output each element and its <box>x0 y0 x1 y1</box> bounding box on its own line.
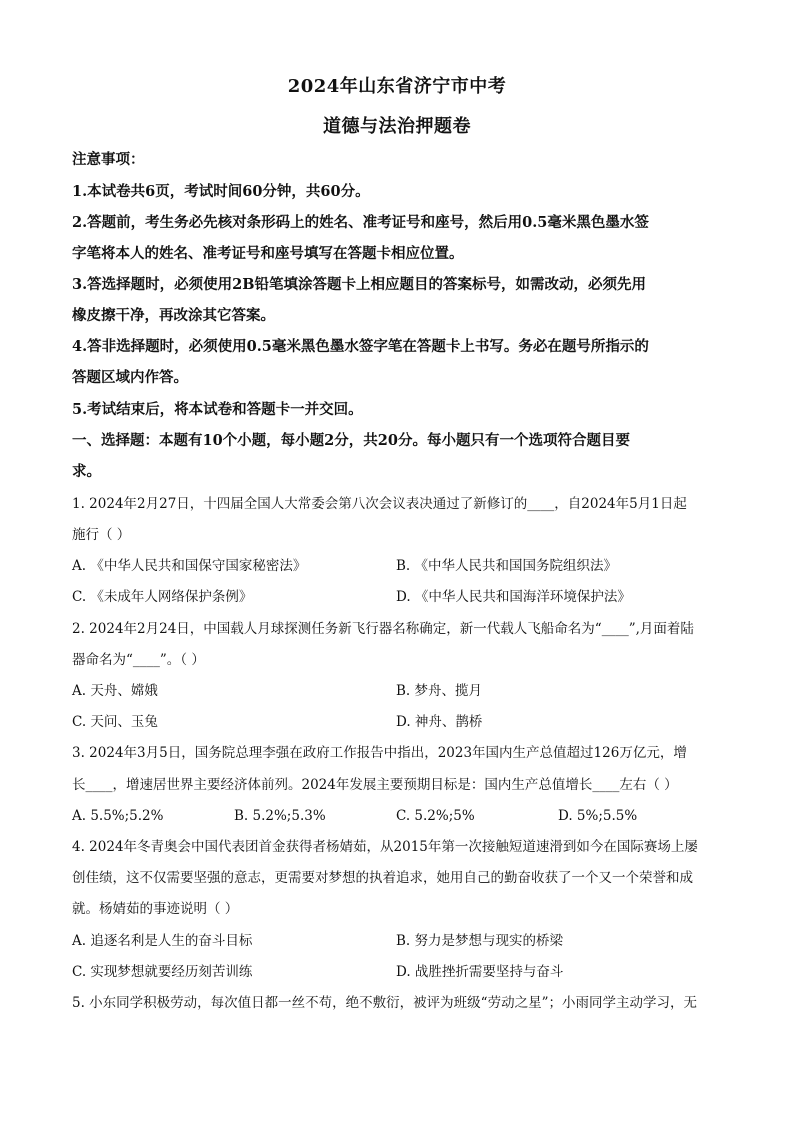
question-1-option-b: B. 《中华人民共和国国务院组织法》 <box>396 558 618 574</box>
note-item-1: 1.本试卷共6页，考试时间60分钟，共60分。 <box>72 183 370 200</box>
note-item-3-line-1: 3.答选择题时，必须使用2B铅笔填涂答题卡上相应题目的答案标号，如需改动，必须先用 <box>72 276 646 293</box>
question-5-stem-line-1: 5. 小东同学积极劳动，每次值日都一丝不苟，绝不敷衍，被评为班级“劳动之星”；小雨同学主动学习，无 <box>72 995 697 1011</box>
question-3-stem-line-2: 长____，增速居世界主要经济体前列。2024年发展主要预期目标是：国内生产总值增长____左右（ ） <box>72 777 678 793</box>
question-4-stem-line-3: 就。杨婧茹的事迹说明（ ） <box>72 901 239 917</box>
question-4-option-c: C. 实现梦想就要经历刻苦训练 <box>72 964 253 980</box>
question-2-option-a: A. 天舟、嫦娥 <box>72 683 158 699</box>
question-1-stem-line-1: 1. 2024年2月27日，十四届全国人大常委会第八次会议表决通过了新修订的____，自2024年5月1日起 <box>72 496 687 512</box>
exam-subtitle: 道德与法治押题卷 <box>323 116 471 137</box>
notes-heading: 注意事项： <box>72 151 145 168</box>
question-4-option-b: B. 努力是梦想与现实的桥梁 <box>396 933 564 949</box>
question-1-stem-line-2: 施行（ ） <box>72 527 131 543</box>
section-heading-line-2: 求。 <box>72 463 101 480</box>
note-item-3-line-2: 橡皮擦干净，再改涂其它答案。 <box>72 307 275 324</box>
question-2-stem-line-2: 器命名为“____”。（ ） <box>72 652 205 668</box>
question-4-stem-line-1: 4. 2024年冬青奥会中国代表团首金获得者杨婧茹，从2015年第一次接触短道速滑到如今在国际赛场上屡 <box>72 839 698 855</box>
question-1-option-d: D. 《中华人民共和国海洋环境保护法》 <box>396 589 631 605</box>
exam-title: 2024年山东省济宁市中考 <box>287 76 507 97</box>
question-2-option-d: D. 神舟、鹊桥 <box>396 714 483 730</box>
question-3-option-c: C. 5.2%;5% <box>396 808 475 824</box>
question-3-option-b: B. 5.2%;5.3% <box>234 808 326 824</box>
question-3-stem-line-1: 3. 2024年3月5日，国务院总理李强在政府工作报告中指出，2023年国内生产总值超过126万亿元，增 <box>72 745 687 761</box>
question-3-option-a: A. 5.5%;5.2% <box>72 808 164 824</box>
question-2-option-c: C. 天问、玉兔 <box>72 714 158 730</box>
question-2-stem-line-1: 2. 2024年2月24日，中国载人月球探测任务新飞行器名称确定，新一代载人飞船命名为“____”,月面着陆 <box>72 621 694 637</box>
question-4-stem-line-2: 创佳绩，这不仅需要坚强的意志，更需要对梦想的执着追求，她用自己的勤奋收获了一个又一个荣誉和成 <box>72 870 693 886</box>
question-1-option-a: A. 《中华人民共和国保守国家秘密法》 <box>72 558 307 574</box>
question-2-option-b: B. 梦舟、揽月 <box>396 683 483 699</box>
section-heading-line-1: 一、选择题：本题有10个小题，每小题2分，共20分。每小题只有一个选项符合题目要 <box>72 432 630 449</box>
question-3-option-d: D. 5%;5.5% <box>558 808 638 824</box>
question-4-option-a: A. 追逐名利是人生的奋斗目标 <box>72 933 253 949</box>
note-item-5: 5.考试结束后，将本试卷和答题卡一并交回。 <box>72 401 363 418</box>
note-item-4-line-1: 4.答非选择题时，必须使用0.5毫米黑色墨水签字笔在答题卡上书写。务必在题号所指示的 <box>72 338 649 355</box>
note-item-2-line-1: 2.答题前，考生务必先核对条形码上的姓名、准考证号和座号，然后用0.5毫米黑色墨水签 <box>72 214 649 231</box>
note-item-4-line-2: 答题区域内作答。 <box>72 369 188 386</box>
question-1-option-c: C. 《未成年人网络保护条例》 <box>72 589 253 605</box>
note-item-2-line-2: 字笔将本人的姓名、准考证号和座号填写在答题卡相应位置。 <box>72 245 464 262</box>
question-4-option-d: D. 战胜挫折需要坚持与奋斗 <box>396 964 564 980</box>
